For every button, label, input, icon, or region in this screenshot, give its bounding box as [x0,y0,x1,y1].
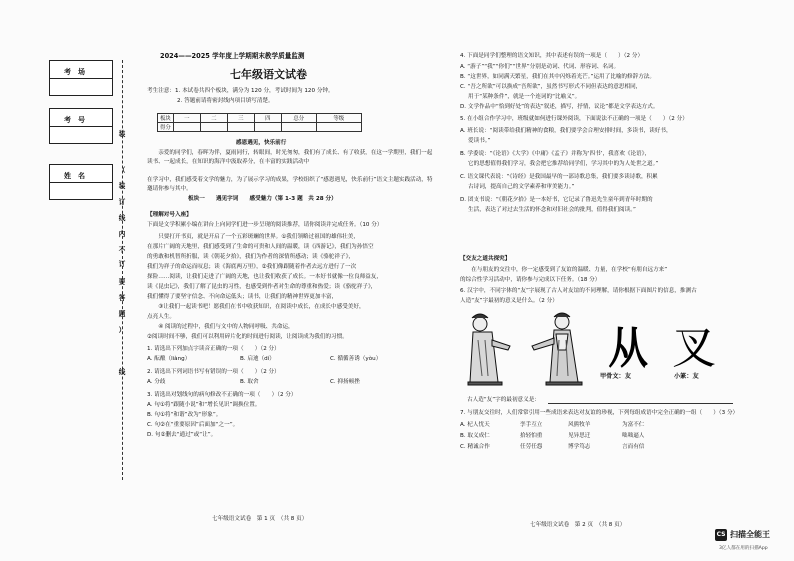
q7-cell: 风熊牧羊 [568,422,591,428]
exam-room-box [49,60,113,96]
note-char: 线 [118,214,126,222]
note-char: ） [118,326,126,334]
q7-cell: 咄咄逼人 [622,433,645,439]
score-cell: 二 [200,114,227,123]
q5-option-b-cont: 它的思想值得我们学习，我会把它推荐给同学们，学习其中的为人处世之道。” [468,161,659,167]
question-6: 6. 汉字中，不同字体的“友”字展现了古人对友谊的不同理解，请你根据下面图片的信息，推测古 [460,288,697,294]
question-5: 5. 在小组合作学习中，班级就如何进行课外阅读，下面说法不正确的一项是（ ）（2 分） [460,116,688,122]
question-7: 7. 与朋友交往时，人们常常引用一些成语来表达对友谊的珍视，下列每组成语中完全正确的一组（ ）（3 分） [460,410,739,416]
q2-option-b[interactable]: B. 取舍 [240,379,259,385]
page-1-footer: 七年级语文试卷 第 1 页 （共 8 页） [212,516,308,522]
binding-line [122,60,123,480]
q7-cell: 拾轻怕重 [520,433,543,439]
bind-char-1: 装 [118,130,126,138]
q7-cell: 孪手互立 [520,422,543,428]
question-1: 1. 请选出下列加点字读音正确的一项（ ）（2 分） [147,346,280,352]
q3-option-b[interactable]: B. 句①将“和谐”改为“形象”。 [147,412,222,418]
exam-number-box [49,108,113,144]
q7-cell: A. 杞人忧天 [460,422,490,428]
passage-line: ②阅读时间不够，我们可以利用碎片化的时间进行阅读，让阅读成为我们的习惯。 [147,334,348,340]
reading-intro: 下面是文学积累小编在讲台上向同学们进一步呈现的阅读推荐，请你阅读并完成任务。（10 分） [147,222,383,228]
jiaoyou-intro-2: 的综合性学习活动中，请你参与完成以下任务。（18 分） [460,277,601,283]
q1-option-a[interactable]: A. 酝酿（liàng） [147,356,191,362]
q5-option-a[interactable]: A. 班长说：“阅读带给我们精神的食粮，我们要学会合理安排时间，多读书，读好书， [460,128,672,134]
name-box [49,164,113,200]
score-cell: 三 [227,114,254,123]
q5-option-d[interactable]: D. 团支书说：“《朝花夕拾》是一本好书，它记录了鲁迅先生童年到青年时期的 [460,197,653,203]
score-input-cell[interactable] [200,123,227,132]
note-char: 内 [118,230,126,238]
q5-option-a-cont: 爱读书。” [468,138,491,144]
q2-option-a[interactable]: A. 分歧 [147,379,166,385]
q5-option-d-cont: 生活，表达了对过去生活的怀念和对旧社会的批判，值得我们阅读。” [468,207,636,213]
question-6-cont: 人造“友”字最初的意义是什么。（2 分） [460,298,558,304]
name-label: 姓 名 [64,171,85,180]
intro-1: 亲爱的同学们，春晖为伴，夏雨同行，转眼间，时光匆匆，我们有了成长、有了收获，在这一学期里，我们一起读书、一起成长，在知识的海洋中汲取养分，在丰富的实践活动中 [147,150,433,166]
note-char: 不 [118,246,126,254]
q5-option-c-cont: 古诗词，提高自己的文学素养和审美能力。” [468,184,575,190]
score-cell: 板块 [158,114,174,123]
passage-line: 点亮人生。 [147,314,175,320]
q7-cell: 任劳任怨 [520,444,543,450]
q7-cell: 言而有信 [622,444,645,450]
q5-option-b[interactable]: B. 学委说：“《论语》《大学》《中庸》《孟子》并称为‘四书’，我喜欢《论语》， [460,151,651,157]
q3-option-c[interactable]: C. 句②在“重要原因”后面加“之一”。 [147,422,239,428]
bind-char-2: 订 [118,260,126,268]
q4-option-c-cont: 用于“某种条件”，就是一个连词的“比喻义”。 [468,94,581,100]
q7-cell: B. 取义成仁 [460,433,490,439]
note-char: 订 [118,198,126,206]
exam-number-label: 考 号 [64,115,85,124]
camscanner-tagline: 3亿人都在用的扫描App [719,546,768,551]
q6-answer-prompt: 古人造“友”字的最初意义是： [467,397,540,403]
q1-option-c[interactable]: C. 循循善诱（yòu） [330,356,382,362]
exam-room-label: 考 场 [64,67,85,76]
q6-answer-line[interactable] [548,403,733,404]
score-cell: 四 [254,114,281,123]
glyph-jiaguwen: 从 [608,323,648,374]
q3-option-a[interactable]: A. 句①将“跟随小说”和“增长见识”调换位置。 [147,402,261,408]
jiaoyou-intro-1: 在与朋友的交往中，你一定感受到了友谊的温暖、力量，在学校“有朋自远方来” [460,267,668,273]
notice-1: 考生注意：1. 本试卷共四个板块，满分为 120 分，考试时间为 120 分钟。 [147,88,334,94]
passage-line: 只要打开书页，就是开启了一个五彩斑斓的世界。①我们领略过祖国的雄伟壮美， [147,234,359,240]
passage-line: 我们懂得了要坚守信念、不向命运低头；读书，让我们的精神世界更加丰富， [147,294,338,300]
exam-main-title: 七年级语文试卷 [230,68,307,81]
passage-line: 探险……阅读，让我们走进了广阔的天地，也让我们收获了成长。一本好书就像一位良师益友， [147,274,382,280]
q7-cell: 博学笃志 [568,444,591,450]
q4-option-c[interactable]: C. “吾之所欲”可以换成“吾所欲”，虽然书写形式不同但表达的意思相同， [460,84,642,90]
passage-line: 读《昆虫记》，我们了解了昆虫的习性，也感受到作者对生命的尊重和热爱；读《骆驼祥子》， [147,284,377,290]
intro-2: 在学习中，我们感受着文学的魅力，为了展示学习的成果，学校组织了“感恩遇见，快乐前行”语文主题实践活动，特邀请你参与其中。 [147,177,433,193]
q7-cell: 见异思迁 [568,433,591,439]
q4-option-d[interactable]: D. 文学作品中“恰到好处”的表达“叙述，描写，抒情，议论”都是文学表达方式。 [460,104,659,110]
q5-option-c[interactable]: C. 语文课代表说：“《诗经》是我国最早的一部诗歌总集，我们要多读诗歌，积累 [460,174,658,180]
jiaoyou-heading: 【交友之道共探究】 [460,256,511,262]
note-char: 要 [118,278,126,286]
note-char: （ [118,166,126,174]
score-cell: 总分 [281,114,316,123]
bind-char-3: 线 [118,368,126,376]
block-1-heading: 板块一 遇见字词 感受魅力（第 1-3 题 共 28 分） [188,196,337,202]
section-title: 感恩遇见，快乐前行 [236,140,287,146]
question-4: 4. 下面是同学们整理的语文知识，其中表述有误的一项是（ ）（2 分） [460,53,644,59]
score-cell: 一 [173,114,200,123]
passage-line: 在那片广阔的天地里，我们感受到了生命的可贵和人间的温暖，读《西游记》，我们为孙悟空 [147,244,374,250]
q7-cell: C. 精诚合作 [460,444,490,450]
passage-line: ④ 阅读的过程中，我们与文中的人物同呼吸、共命运， [147,324,294,330]
exam-year-title: 2024——2025 学年度上学期期末教学质量监测 [160,52,305,60]
question-2: 2. 请选出下列词语书写有错误的一项（ ）（2 分） [147,369,280,375]
q1-option-b[interactable]: B. 启迪（dí） [240,356,275,362]
q4-option-b[interactable]: B. “这世界，如同满天繁星，我们在其中闪烁着光芒。”运用了比喻的修辞方法。 [460,74,655,80]
label-jiaguwen: 甲骨文：友 [600,373,631,380]
glyph-xiaozhuan: 叉 [672,323,716,374]
passage-line: ③让我们一起读书吧！愿我们在书中收获知识，在阅读中成长，在成长中感受美好， [147,304,365,310]
question-3: 3. 请选出对划线句的病句修改不正确的一项（ ）（2 分） [147,392,297,398]
q4-option-a[interactable]: A. “游子”“我”“你们”“世界”分别是动词、代词、形容词、名词。 [460,64,620,70]
reading-heading: 【理解对号入座】 [147,212,192,218]
score-input-cell[interactable] [173,123,200,132]
label-xiaozhuan: 小篆：友 [674,373,699,380]
camscanner-logo-icon: CS [715,529,727,541]
q7-cell: 为富不仁 [622,422,645,428]
score-input-cell[interactable] [281,123,316,132]
passage-line: 我们为祥子的命运而叹息；读《海底两万里》，②我们像跟随着作者去远方进行了一次 [147,264,357,270]
notice-2: 2. 答题前请将密封线内项目填写清楚。 [177,98,274,104]
passage-line: 的勇敢和机智所折服，读《朝花夕拾》，我们为作者的深情所感动；读《骆驼祥子》， [147,254,354,260]
score-cell: 得分 [158,123,174,132]
q2-option-c[interactable]: C. 抑扬顿挫 [330,379,360,385]
score-cell: 等级 [316,114,361,123]
note-char: 装 [118,182,126,190]
score-input-cell[interactable] [227,123,254,132]
page-2-footer: 七年级语文试卷 第 2 页 （共 8 页） [530,522,626,528]
friends-greeting-illustration [458,310,588,390]
score-input-cell[interactable] [254,123,281,132]
note-char: 题 [118,310,126,318]
camscanner-name: 扫描全能王 [730,530,770,539]
score-table [157,113,362,132]
q3-option-d[interactable]: D. 句②删去“通过”或“让”。 [147,432,217,438]
note-char: 答 [118,294,126,302]
score-input-cell[interactable] [316,123,361,132]
